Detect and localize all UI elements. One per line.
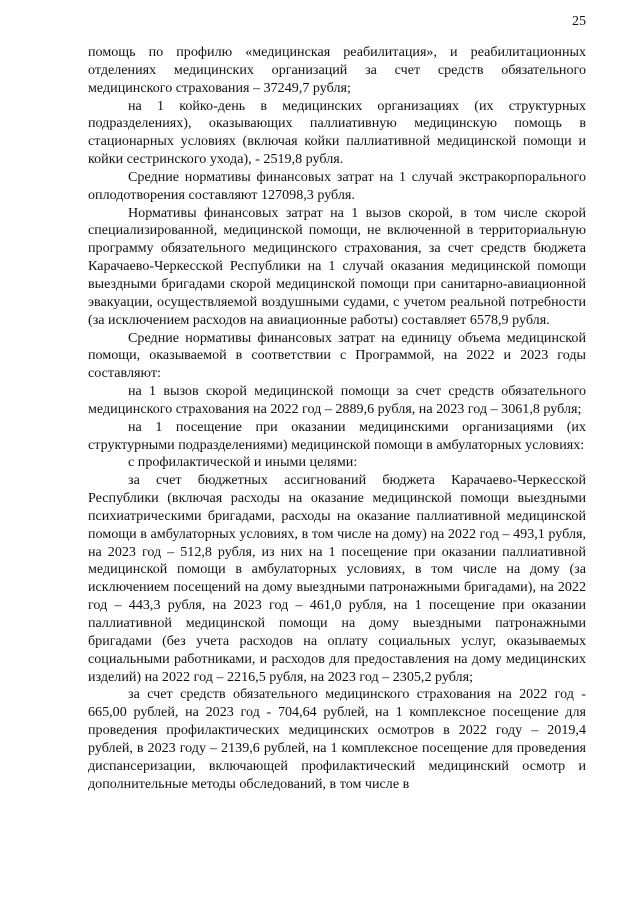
paragraph: на 1 посещение при оказании медицинскими организациями (их структурными подразделениями) медицинской помощи в амбулаторных условиях: (88, 418, 586, 453)
paragraph: Нормативы финансовых затрат на 1 вызов скорой, в том числе скорой специализированной, медицинской помощи, не включенной в территориальную программу обязательного медицинского страхования, за счет средств бюджета Карачаево-Черкесской Республики на 1 случай оказания медицинской помощи выездными бригадами скорой медицинской помощи при санитарно-авиационной эвакуации, осуществляемой воздушными судами, с учетом реальной потребности (за исключением расходов на авиационные работы) составляет 6578,9 рубля. (88, 204, 586, 328)
paragraph: за счет бюджетных ассигнований бюджета Карачаево-Черкесской Республики (включая расходы на оказание медицинской помощи выездными психиатрическими бригадами, расходы на оказание паллиативной медицинской помощи в амбулаторных условиях, в том числе на дому) на 2022 год – 493,1 рубля, на 2023 год – 512,8 рубля, из них на 1 посещение при оказании паллиативной медицинской помощи в амбулаторных условиях, в том числе на дому (за исключением посещений на дому выездными патронажными бригадами), на 2022 год – 443,3 рубля, на 2023 год – 461,0 рубля, на 1 посещение при оказании паллиативной медицинской помощи на дому выездными патронажными бригадами (без учета расходов на оплату социальных услуг, оказываемых социальными работниками, и расходов для предоставления на дому медицинских изделий) на 2022 год – 2216,5 рубля, на 2023 год – 2305,2 рубля; (88, 472, 586, 685)
paragraph: с профилактической и иными целями: (128, 454, 358, 471)
paragraph: Средние нормативы финансовых затрат на 1 случай экстракорпорального оплодотворения составляют 127098,3 рубля. (88, 168, 586, 203)
document-body (88, 44, 586, 793)
paragraph: на 1 вызов скорой медицинской помощи за счет средств обязательного медицинского страхования на 2022 год – 2889,6 рубля, на 2023 год – 3061,8 рубля; (88, 383, 586, 417)
paragraph: помощь по профилю «медицинская реабилитация», и реабилитационных отделениях медицинских организаций за счет средств обязательного медицинского страхования – 37249,7 рубля; (88, 44, 586, 96)
paragraph: за счет средств обязательного медицинского страхования на 2022 год - 665,00 рублей, на 2023 год - 704,64 рублей, на 1 комплексное посещение для проведения профилактических медицинских осмотров в 2022 году – 2019,4 рублей, в 2023 году – 2139,6 рублей, на 1 комплексное посещение для проведения диспансеризации, включающей профилактический медицинский осмотр и дополнительные методы обследований, в том числе в (88, 686, 586, 792)
page-number: 25 (572, 14, 586, 29)
paragraph: на 1 койко-день в медицинских организациях (их структурных подразделениях), оказывающих паллиативную медицинскую помощь в стационарных условиях (включая койки паллиативной медицинской помощи и койки сестринского ухода), - 2519,8 рубля. (88, 97, 586, 168)
paragraph: Средние нормативы финансовых затрат на единицу объема медицинской помощи, оказываемой в соответствии с Программой, на 2022 и 2023 годы составляют: (88, 329, 586, 382)
